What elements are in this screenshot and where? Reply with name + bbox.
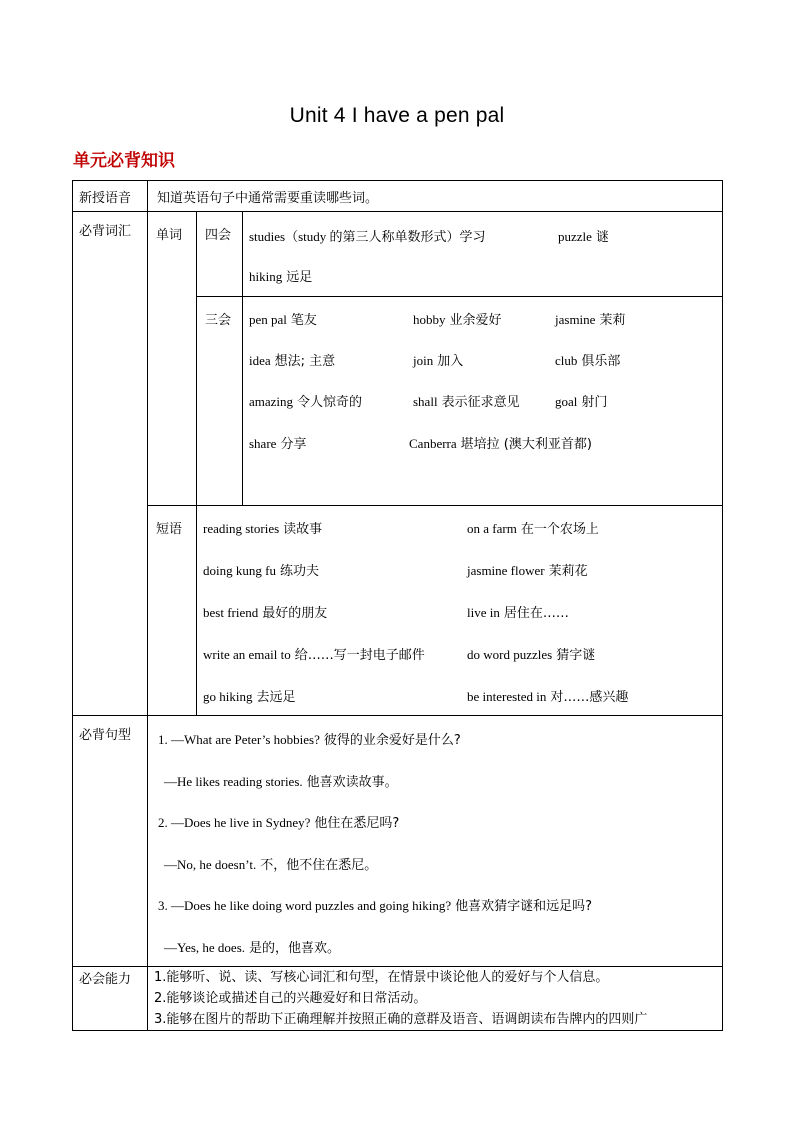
sentence-en: 2. —Does he live in Sydney?	[158, 815, 311, 830]
word-item	[555, 350, 620, 369]
word-item	[249, 433, 306, 452]
word-item	[467, 644, 595, 663]
sentence-line	[164, 937, 340, 956]
word-zh: 茉莉	[599, 313, 626, 328]
word-zh: 笔友	[290, 313, 317, 328]
word-en: do word puzzles	[467, 647, 553, 662]
word-en: puzzle	[558, 229, 592, 244]
word-en: reading stories	[203, 521, 280, 536]
pronunciation-text: 知道英语句子中通常需要重读哪些词。	[148, 181, 723, 212]
word-en: doing kung fu	[203, 563, 276, 578]
section-title: 单元必背知识	[73, 151, 175, 171]
word-en: go hiking	[203, 689, 253, 704]
word-en: be interested in	[467, 689, 547, 704]
sentences-cell	[148, 716, 723, 967]
word-item	[203, 644, 425, 663]
ability-item: 3.能够在图片的帮助下正确理解并按照正确的意群及语音、语调朗读布告牌内的四则广	[154, 1012, 648, 1027]
word-en: write an email to	[203, 647, 291, 662]
sentence-line	[164, 854, 377, 873]
sub-label-words: 单词	[148, 212, 197, 506]
word-item	[203, 518, 322, 537]
sentence-en: —Yes, he does.	[164, 940, 246, 955]
word-en: jasmine flower	[467, 563, 545, 578]
category-pronunciation: 新授语音	[73, 181, 148, 212]
word-zh: 最好的朋友	[262, 606, 328, 621]
word-item	[467, 602, 569, 621]
sentence-en: —He likes reading stories.	[164, 774, 303, 789]
word-item	[558, 226, 609, 245]
word-zh: 堪培拉 (澳大利亚首都)	[460, 437, 592, 452]
word-item	[249, 350, 335, 369]
sentence-zh: 是的，他喜欢。	[249, 941, 341, 956]
word-en: studies（study 的第三人称单数形式）学习	[249, 229, 486, 244]
sentence-zh: 他喜欢读故事。	[306, 775, 398, 790]
word-zh: 远足	[286, 270, 313, 285]
sentence-zh: 不，他不住在悉尼。	[260, 858, 378, 873]
word-en: on a farm	[467, 521, 517, 536]
knowledge-table	[72, 180, 723, 1031]
word-zh: 在一个农场上	[520, 522, 599, 537]
word-en: join	[413, 353, 434, 368]
phrases-cell	[197, 506, 723, 716]
word-item	[203, 686, 296, 705]
sub-label-phrases: 短语	[148, 506, 197, 716]
word-en: Canberra	[409, 436, 457, 451]
word-en: hobby	[413, 312, 446, 327]
word-en: best friend	[203, 605, 259, 620]
word-zh: 猜字谜	[556, 648, 596, 663]
category-vocabulary: 必背词汇	[73, 212, 148, 716]
word-zh: 令人惊奇的	[297, 395, 363, 410]
document-title: Unit 4 I have a pen pal	[289, 104, 505, 127]
word-zh: 给……写一封电子邮件	[294, 648, 425, 663]
word-zh: 谜	[595, 230, 609, 245]
word-en: idea	[249, 353, 271, 368]
word-zh: 读故事	[283, 522, 323, 537]
word-item	[409, 433, 592, 452]
sentence-en: —No, he doesn’t.	[164, 857, 257, 872]
word-item	[249, 309, 317, 328]
sentence-line	[158, 812, 399, 831]
word-item	[413, 391, 520, 410]
word-en: club	[555, 353, 578, 368]
category-sentences: 必背句型	[73, 716, 148, 967]
sentence-line	[164, 771, 398, 790]
word-en: hiking	[249, 269, 283, 284]
word-item	[249, 266, 312, 285]
sentence-line	[158, 729, 461, 748]
word-item	[467, 686, 628, 705]
three-skill-words-cell	[243, 297, 723, 506]
word-zh: 茉莉花	[548, 564, 588, 579]
sentence-en: 1. —What are Peter’s hobbies?	[158, 732, 320, 747]
word-zh: 业余爱好	[449, 313, 502, 328]
category-ability: 必会能力	[73, 967, 148, 1031]
word-zh: 分享	[280, 437, 307, 452]
word-item	[555, 309, 625, 328]
word-zh: 去远足	[256, 690, 296, 705]
sentence-en: 3. —Does he like doing word puzzles and going hiking?	[158, 898, 452, 913]
word-zh: 对……感兴趣	[550, 690, 629, 705]
word-item	[203, 602, 327, 621]
ability-item: 1.能够听、说、读、写核心词汇和句型，在情景中谈论他人的爱好与个人信息。	[154, 970, 609, 985]
word-en: pen pal	[249, 312, 287, 327]
word-en: goal	[555, 394, 578, 409]
word-zh: 练功夫	[279, 564, 319, 579]
word-item	[249, 391, 362, 410]
word-en: shall	[413, 394, 438, 409]
word-zh: 射门	[581, 395, 608, 410]
word-zh: 居住在……	[503, 606, 569, 621]
sentence-zh: 他住在悉尼吗?	[314, 816, 400, 831]
word-zh: 俱乐部	[581, 354, 621, 369]
sub-label-four-skills: 四会	[197, 212, 243, 297]
word-en: share	[249, 436, 277, 451]
word-item	[413, 309, 502, 328]
word-item	[467, 560, 588, 579]
ability-item: 2.能够谈论或描述自己的兴趣爱好和日常活动。	[154, 991, 427, 1006]
four-skill-words-cell	[243, 212, 723, 297]
word-item	[555, 391, 607, 410]
word-zh: 想法; 主意	[274, 354, 336, 369]
word-en: jasmine	[555, 312, 596, 327]
word-en: amazing	[249, 394, 294, 409]
word-zh: 加入	[437, 354, 464, 369]
sub-label-three-skills: 三会	[197, 297, 243, 506]
sentence-line	[158, 895, 592, 914]
sentence-zh: 彼得的业余爱好是什么?	[323, 733, 461, 748]
word-item	[249, 226, 486, 245]
word-item	[467, 518, 599, 537]
word-zh: 表示征求意见	[441, 395, 520, 410]
word-item	[413, 350, 463, 369]
word-en: live in	[467, 605, 500, 620]
abilities-cell	[148, 967, 723, 1031]
sentence-zh: 他喜欢猜字谜和远足吗?	[455, 899, 593, 914]
word-item	[203, 560, 319, 579]
